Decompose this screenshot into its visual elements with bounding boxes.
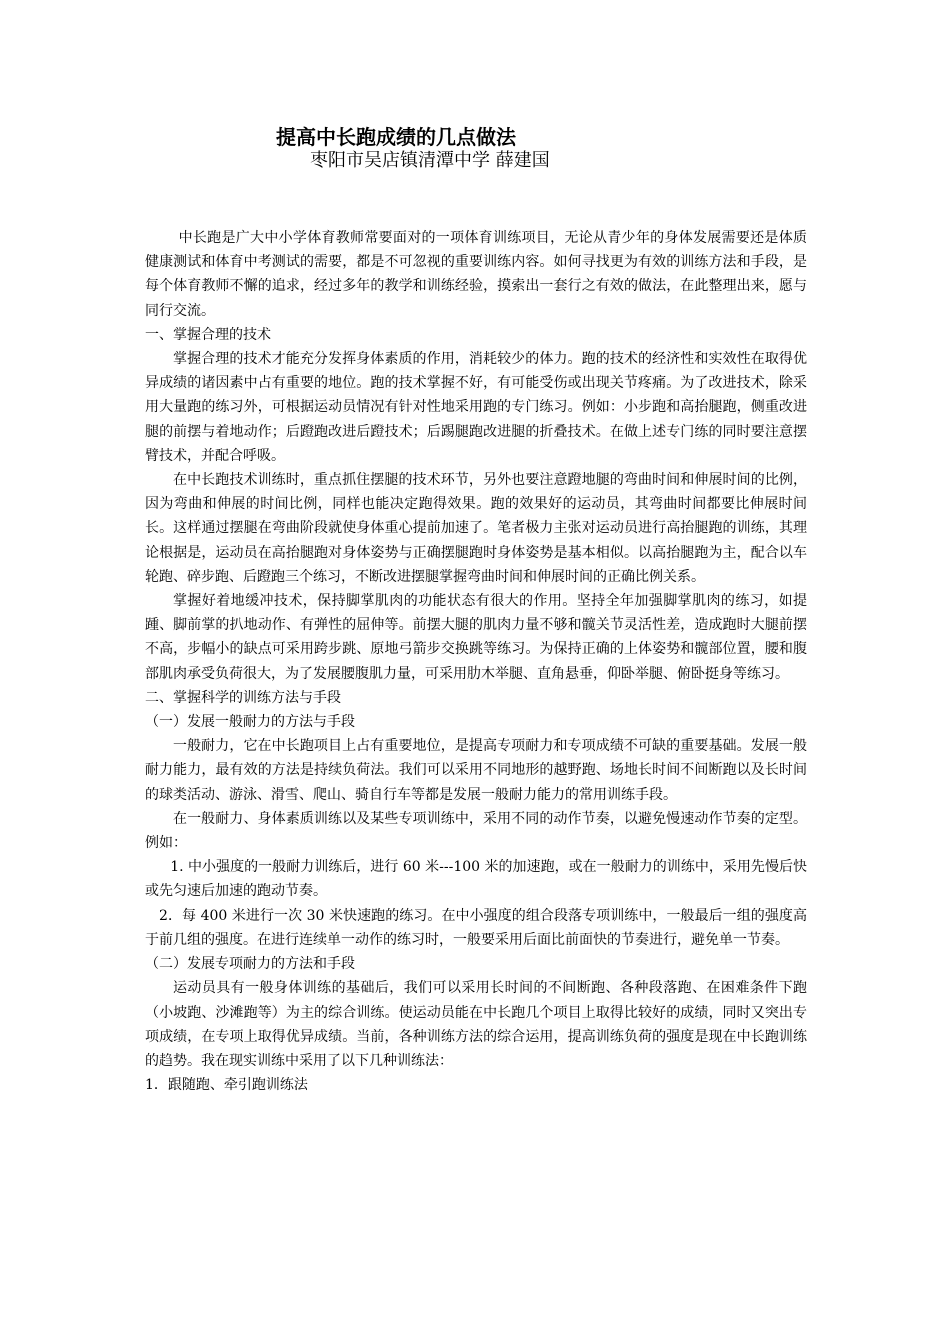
list-item-2: 2．每 400 米进行一次 30 米快速跑的练习。在中小强度的组合段落专项训练中，一般最后一组的强度高于前几组的强度。在进行连续单一动作的练习时，一般要采用后面比前面快的节奏进行，避免单一节奏。 (145, 907, 807, 948)
document-body (145, 226, 807, 1097)
body-paragraph: 掌握好着地缓冲技术，保持脚掌肌肉的功能状态有很大的作用。坚持全年加强脚掌肌肉的练习，如提踵、脚前掌的扒地动作、有弹性的屈伸等。前摆大腿的肌肉力量不够和髋关节灵活性差，造成跑时大腿前摆不高，步幅小的缺点可采用跨步跳、原地弓箭步交换跳等练习。为保持正确的上体姿势和髋部位置，腰和腹部肌肉承受负荷很大，为了发展腰腹肌力量，可采用肋木举腿、直角悬垂，仰卧举腿、俯卧挺身等练习。 (145, 593, 807, 682)
body-paragraph: 运动员具有一般身体训练的基础后，我们可以采用长时间的不间断跑、各种段落跑、在困难条件下跑（小坡跑、沙滩跑等）为主的综合训练。使运动员能在中长跑几个项目上取得比较好的成绩，同时又突出专项成绩，在专项上取得优异成绩。当前，各种训练方法的综合运用，提高训练负荷的强度是现在中长跑训练的趋势。我在现实训练中采用了以下几种训练法： (145, 980, 807, 1069)
method-heading-1: 1．跟随跑、牵引跑训练法 (145, 1077, 308, 1094)
subsection-heading-1: （一）发展一般耐力的方法与手段 (145, 714, 355, 731)
body-paragraph: 在一般耐力、身体素质训练以及某些专项训练中，采用不同的动作节奏，以避免慢速动作节奏的定型。例如： (145, 810, 807, 852)
document-title: 提高中长跑成绩的几点做法 (276, 125, 516, 149)
section-heading-2: 二、掌握科学的训练方法与手段 (145, 689, 341, 706)
subsection-heading-2: （二）发展专项耐力的方法和手段 (145, 956, 355, 973)
list-item-1: 1. 中小强度的一般耐力训练后，进行 60 米---100 米的加速跑，或在一般耐力的训练中，采用先慢后快或先匀速后加速的跑动节奏。 (145, 859, 807, 900)
body-paragraph: 在中长跑技术训练时，重点抓住摆腿的技术环节，另外也要注意蹬地腿的弯曲时间和伸展时间的比例，因为弯曲和伸展的时间比例，同样也能决定跑得效果。跑的效果好的运动员，其弯曲时间都要比伸展时间长。这样通过摆腿在弯曲阶段就使身体重心提前加速了。笔者极力主张对运动员进行高抬腿跑的训练，其理论根据是，运动员在高抬腿跑对身体姿势与正确摆腿跑时身体姿势是基本相似。以高抬腿跑为主，配合以车轮跑、碎步跑、后蹬跑三个练习，不断改进摆腿掌握弯曲时间和伸展时间的正确比例关系。 (145, 472, 807, 585)
body-paragraph: 掌握合理的技术才能充分发挥身体素质的作用，消耗较少的体力。跑的技术的经济性和实效性在取得优异成绩的诸因素中占有重要的地位。跑的技术掌握不好，有可能受伤或出现关节疼痛。为了改进技术，除采用大量跑的练习外，可根据运动员情况有针对性地采用跑的专门练习。例如：小步跑和高抬腿跑，侧重改进腿的前摆与着地动作；后蹬跑改进后蹬技术；后踢腿跑改进腿的折叠技术。在做上述专门练的同时要注意摆臂技术，并配合呼吸。 (145, 351, 807, 464)
body-paragraph: 一般耐力，它在中长跑项目上占有重要地位，是提高专项耐力和专项成绩不可缺的重要基础。发展一般耐力能力，最有效的方法是持续负荷法。我们可以采用不同地形的越野跑、场地长时间不间断跑以及长时间的球类活动、游泳、滑雪、爬山、骑自行车等都是发展一般耐力能力的常用训练手段。 (145, 738, 807, 803)
section-heading-1: 一、掌握合理的技术 (145, 326, 271, 343)
intro-paragraph: 中长跑是广大中小学体育教师常要面对的一项体育训练项目，无论从青少年的身体发展需要还是体质健康测试和体育中考测试的需要，都是不可忽视的重要训练内容。如何寻找更为有效的训练方法和手段，是每个体育教师不懈的追求，经过多年的教学和训练经验，摸索出一套行之有效的做法，在此整理出来，愿与同行交流。 (145, 230, 807, 319)
author-line: 枣阳市吴店镇清潭中学 薛建国 (310, 150, 550, 171)
